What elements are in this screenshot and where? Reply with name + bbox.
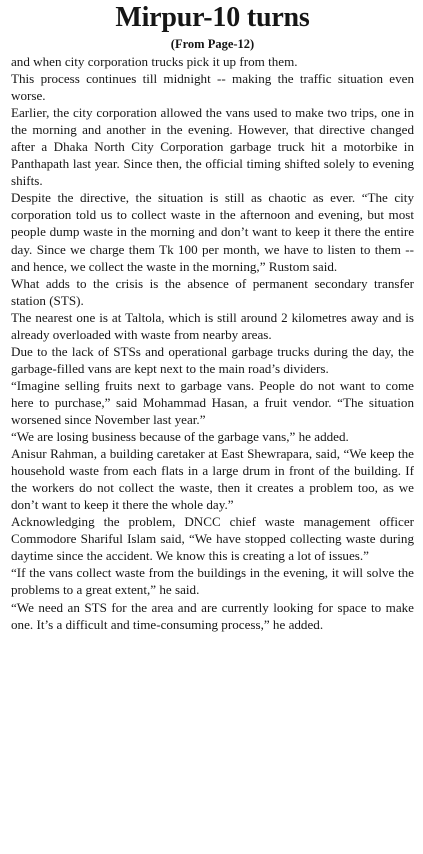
paragraph: What adds to the crisis is the absence of permanent secondary transfer station (STS). xyxy=(11,275,414,308)
paragraph: Earlier, the city corporation allowed the vans used to make two trips, one in the morning and another in the evening. However, that directive changed after a Dhaka North City Corporation garbage truck hit a motorbike in Panthapath last year. Since then, the official timing shifted solely to evening shifts. xyxy=(11,105,414,189)
headline: Mirpur-10 turns xyxy=(115,2,310,33)
paragraph: “We need an STS for the area and are currently looking for space to make one. It’s a difficult and time-consuming process,” he added. xyxy=(11,599,414,632)
paragraph: “Imagine selling fruits next to garbage vans. People do not want to come here to purchase,” said Mohammad Hasan, a fruit vendor. “The situation worsened since November last year.” xyxy=(11,377,414,427)
paragraph: Acknowledging the problem, DNCC chief waste management officer Commodore Shariful Islam said, “We have stopped collecting waste during daytime since the accident. We know this is creating a lot of issues.” xyxy=(11,514,414,564)
paragraph: Anisur Rahman, a building caretaker at East Shewrapara, said, “We keep the household waste from each flats in a large drum in front of the building. If the workers do not collect the waste, then it creates a problem too, as we don’t want to keep it there the whole day.” xyxy=(11,446,414,513)
paragraph: “If the vans collect waste from the buildings in the evening, it will solve the problems to a great extent,” he said. xyxy=(11,565,414,598)
continued-from-label: (From Page-12) xyxy=(170,37,255,51)
paragraph: This process continues till midnight -- making the traffic situation even worse. xyxy=(11,71,414,104)
article-body xyxy=(11,53,414,633)
paragraph: Due to the lack of STSs and operational garbage trucks during the day, the garbage-filled vans are kept next to the main road’s dividers. xyxy=(11,343,414,376)
paragraph: Despite the directive, the situation is still as chaotic as ever. “The city corporation told us to collect waste in the afternoon and evening, but most people dump waste in the morning and don’t want to keep it there the entire day. Since we charge them Tk 100 per month, we have to listen to them -- and hence, we collect the waste in the morning,” Rustom said. xyxy=(11,190,414,274)
news-article xyxy=(11,0,414,633)
paragraph: The nearest one is at Taltola, which is still around 2 kilometres away and is already overloaded with waste from nearby areas. xyxy=(11,309,414,342)
paragraph: “We are losing business because of the garbage vans,” he added. xyxy=(11,429,349,445)
paragraph: and when city corporation trucks pick it up from them. xyxy=(11,54,298,69)
